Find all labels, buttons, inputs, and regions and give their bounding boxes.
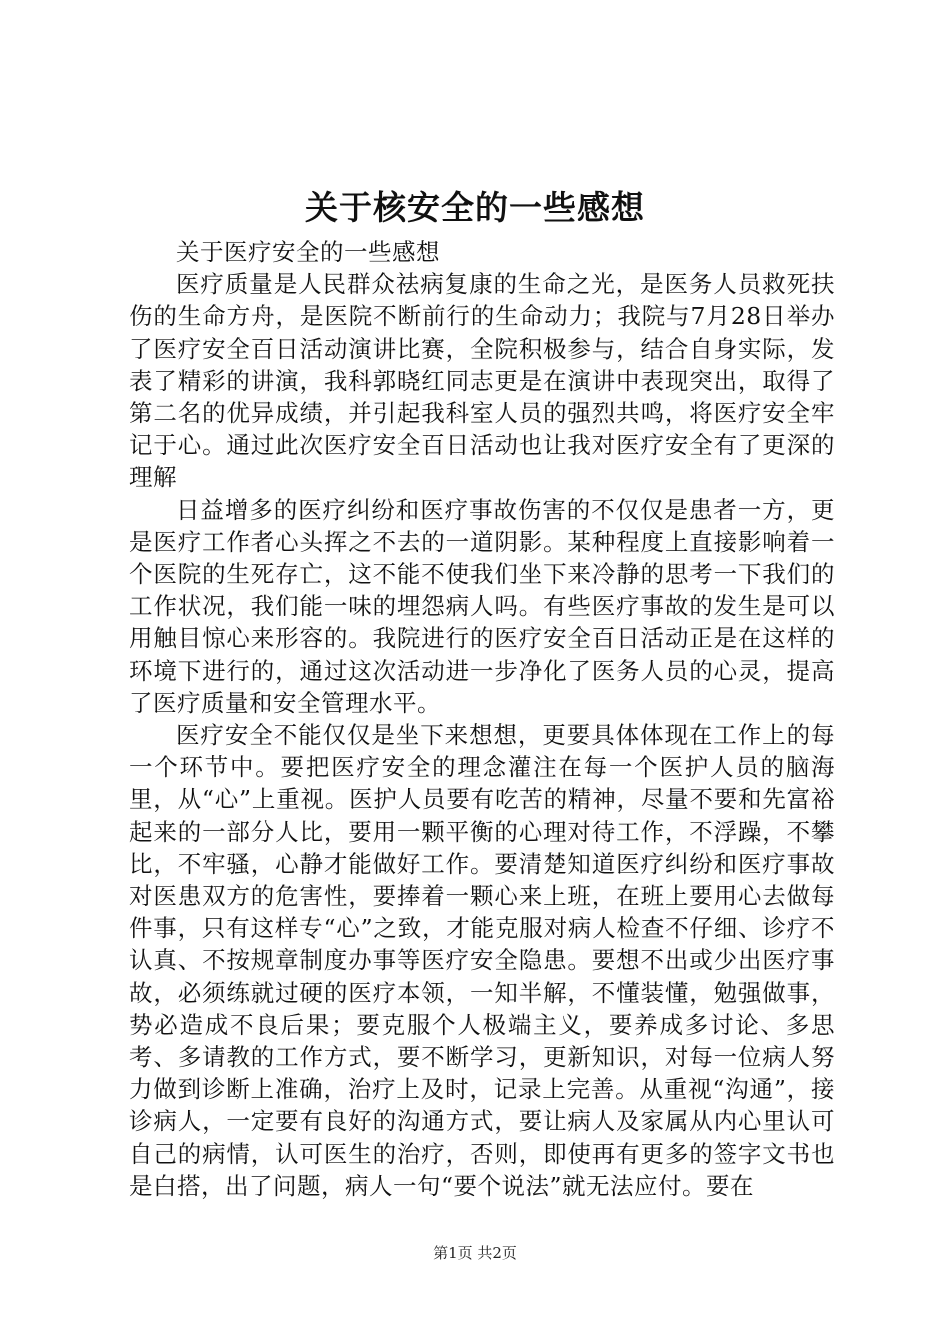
- paragraph-subtitle: 关于医疗安全的一些感想: [176, 238, 440, 266]
- paragraph-1: 医疗质量是人民群众祛病复康的生命之光，是医务人员救死扶伤的生命方舟，是医院不断前行的生命动力；我院与7月28日举办了医疗安全百日活动演讲比赛，全院积极参与，结合自身实际，发表了精彩的讲演，我科郭晓红同志更是在演讲中表现突出，取得了第二名的优异成绩，并引起我科室人员的强烈共鸣，将医疗安全牢记于心。通过此次医疗安全百日活动也让我对医疗安全有了更深的理解: [129, 270, 835, 492]
- document-title: 关于核安全的一些感想: [305, 188, 645, 227]
- paragraph-3: 医疗安全不能仅仅是坐下来想想，更要具体体现在工作上的每一个环节中。要把医疗安全的理念灌注在每一个医护人员的脑海里，从“心”上重视。医护人员要有吃苦的精神，尽量不要和先富裕起来的一部分人比，要用一颗平衡的心理对待工作，不浮躁，不攀比，不牢骚，心静才能做好工作。要清楚知道医疗纠纷和医疗事故对医患双方的危害性，要捧着一颗心来上班，在班上要用心去做每件事，只有这样专“心”之致，才能克服对病人检查不仔细、诊疗不认真、不按规章制度办事等医疗安全隐患。要想不出或少出医疗事故，必须练就过硬的医疗本领，一知半解，不懂装懂，勉强做事，势必造成不良后果；要克服个人极端主义，要养成多讨论、多思考、多请教的工作方式，要不断学习，更新知识，对每一位病人努力做到诊断上准确，治疗上及时，记录上完善。从重视“沟通”，接诊病人，一定要有良好的沟通方式，要让病人及家属从内心里认可自己的病情，认可医生的治疗，否则，即使再有更多的签字文书也是白搭，出了问题，病人一句“要个说法”就无法应付。要在: [129, 721, 835, 1200]
- document-body: [129, 236, 835, 1202]
- page-footer: 第1页 共2页: [433, 1244, 517, 1262]
- paragraph-2: 日益增多的医疗纠纷和医疗事故伤害的不仅仅是患者一方，更是医疗工作者心头挥之不去的一道阴影。某种程度上直接影响着一个医院的生死存亡，这不能不使我们坐下来冷静的思考一下我们的工作状况，我们能一味的埋怨病人吗。有些医疗事故的发生是可以用触目惊心来形容的。我院进行的医疗安全百日活动正是在这样的环境下进行的，通过这次活动进一步净化了医务人员的心灵，提高了医疗质量和安全管理水平。: [129, 495, 835, 717]
